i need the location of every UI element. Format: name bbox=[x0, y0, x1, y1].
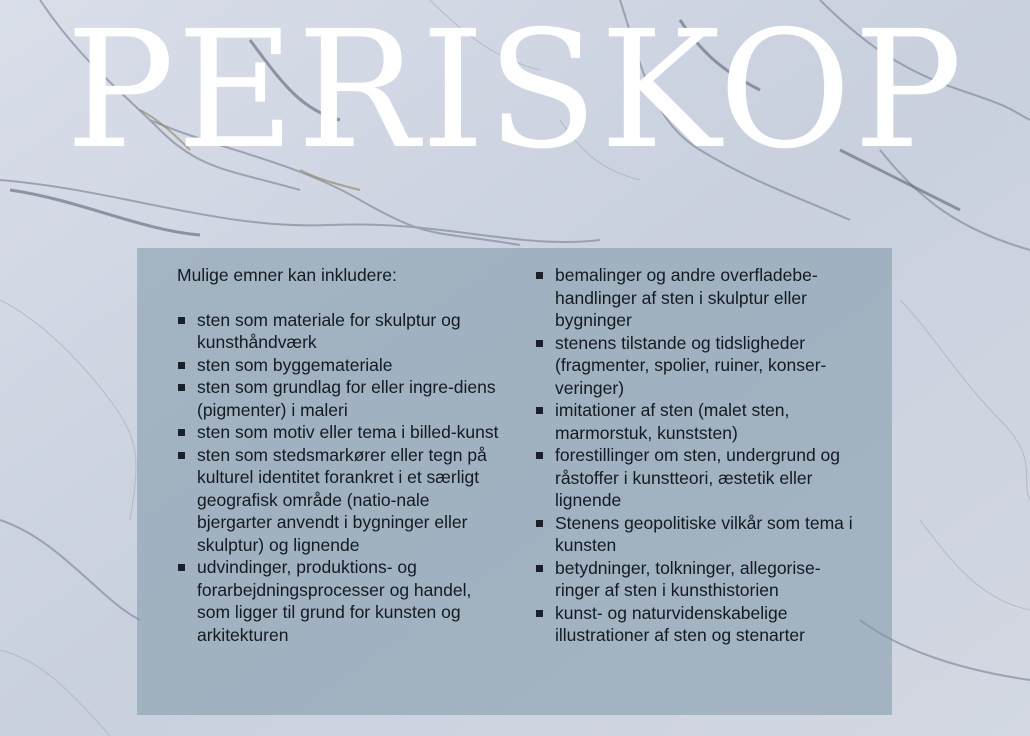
list-item bbox=[177, 444, 507, 557]
list-item bbox=[535, 557, 855, 602]
square-bullet-icon bbox=[536, 272, 543, 279]
square-bullet-icon bbox=[178, 317, 185, 324]
square-bullet-icon bbox=[178, 452, 185, 459]
list-item bbox=[177, 556, 507, 646]
left-topic-list bbox=[177, 309, 507, 647]
list-item bbox=[535, 332, 855, 400]
square-bullet-icon bbox=[178, 564, 185, 571]
list-item-text: sten som materiale for skulptur og kunsthåndværk bbox=[197, 309, 461, 352]
square-bullet-icon bbox=[536, 520, 543, 527]
page-title: PERISKOP bbox=[65, 0, 965, 185]
list-item-text: Stenens geopolitiske vilkår som tema i kunsten bbox=[555, 512, 853, 555]
list-item bbox=[535, 512, 855, 557]
list-item bbox=[177, 421, 507, 444]
list-item bbox=[177, 309, 507, 354]
list-item bbox=[535, 264, 855, 332]
list-item bbox=[177, 354, 507, 377]
list-item-text: bemalinger og andre overfladebe-handlinger af sten i skulptur eller bygninger bbox=[555, 265, 818, 330]
square-bullet-icon bbox=[178, 384, 185, 391]
list-item bbox=[177, 376, 507, 421]
list-item-text: betydninger, tolkninger, allegorise-ringer af sten i kunsthistorien bbox=[555, 557, 821, 600]
list-item-text: sten som stedsmarkører eller tegn på kulturel identitet forankret i et særligt geografisk område (natio-nale bjergarter anvendt i bygninger eller skulptur) og lignende bbox=[197, 444, 487, 555]
list-item-text: sten som byggemateriale bbox=[197, 354, 393, 375]
square-bullet-icon bbox=[178, 362, 185, 369]
left-column bbox=[177, 264, 507, 646]
list-item-text: stenens tilstande og tidsligheder (fragmenter, spolier, ruiner, konser-veringer) bbox=[555, 332, 827, 398]
list-item-text: sten som motiv eller tema i billed-kunst bbox=[197, 422, 499, 442]
square-bullet-icon bbox=[536, 565, 543, 572]
square-bullet-icon bbox=[536, 610, 543, 617]
right-topic-list bbox=[535, 264, 855, 647]
square-bullet-icon bbox=[536, 452, 543, 459]
list-item bbox=[535, 444, 855, 512]
list-item-text: forestillinger om sten, undergrund og råstoffer i kunstteori, æstetik eller lignende bbox=[555, 445, 841, 510]
square-bullet-icon bbox=[536, 340, 543, 347]
list-item-text: kunst- og naturvidenskabelige illustrationer af sten og stenarter bbox=[555, 602, 805, 645]
intro-text: Mulige emner kan inkludere: bbox=[177, 265, 397, 285]
right-column bbox=[535, 264, 855, 647]
list-item-text: imitationer af sten (malet sten, marmorstuk, kunststen) bbox=[555, 400, 790, 443]
list-item-text: udvindinger, produktions- og forarbejdningsprocesser og handel, som ligger til grund for kunsten og arkitekturen bbox=[197, 557, 472, 645]
list-item bbox=[535, 602, 855, 647]
list-item-text: sten som grundlag for eller ingre-diens (pigmenter) i maleri bbox=[197, 377, 496, 420]
square-bullet-icon bbox=[178, 429, 185, 436]
square-bullet-icon bbox=[536, 407, 543, 414]
list-item bbox=[535, 399, 855, 444]
topics-panel bbox=[137, 248, 892, 715]
